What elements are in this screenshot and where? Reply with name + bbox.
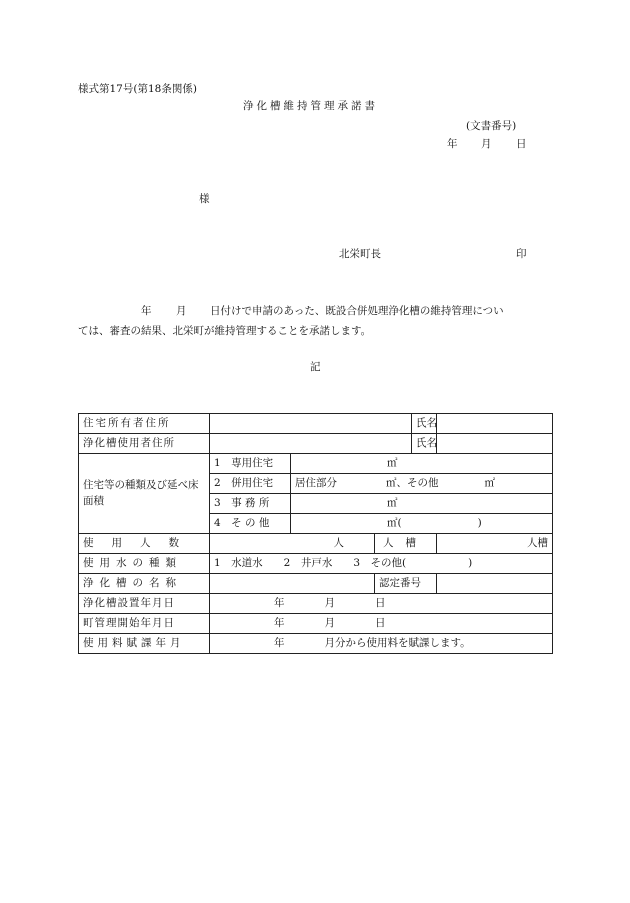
fee-year: 年: [274, 637, 285, 650]
tank-users-value: [437, 534, 553, 554]
cert-number-label: 認定番号: [375, 574, 437, 594]
document-number-label: (文書番号): [466, 120, 517, 132]
type2-residential: 居住部分: [295, 477, 337, 490]
table-row-user: [79, 434, 553, 454]
type4-area: [291, 514, 553, 534]
install-month: 月: [324, 597, 335, 610]
type1-unit: ㎡: [387, 457, 398, 470]
date-year: 年: [447, 138, 458, 150]
start-year: 年: [274, 617, 285, 630]
install-day: 日: [375, 597, 386, 610]
fee-date-label: 使用料賦課年月: [79, 634, 210, 654]
table-row-fee: [79, 634, 553, 654]
users-count: [210, 534, 375, 554]
start-day: 日: [375, 617, 386, 630]
type3-label: 3 事 務 所: [210, 494, 291, 514]
table-row-start-date: [79, 614, 553, 634]
start-month: 月: [324, 617, 335, 630]
user-name-label: 氏名: [412, 434, 437, 454]
install-date-value: [210, 594, 553, 614]
tank-name-label: 浄化槽の名称: [79, 574, 210, 594]
users-label: 使用人数: [79, 534, 210, 554]
table-row-water: [79, 554, 553, 574]
water-close: ): [468, 557, 473, 570]
body-line-1: 日付けで申請のあった、既設合併処理浄化槽の維持管理につい: [210, 305, 504, 317]
building-type-label: 住宅等の種類及び延べ床面積: [79, 454, 210, 534]
date-month: 月: [481, 138, 492, 150]
table-row-type1: [79, 454, 553, 474]
type2-unit-other: ㎡、その他: [386, 477, 439, 490]
start-date-label: 町管理開始年月日: [79, 614, 210, 634]
tank-name-value: [210, 574, 375, 594]
table-row-users: [79, 534, 553, 554]
user-address-value: [210, 434, 412, 454]
document-title: 浄化槽維持管理承諾書: [243, 100, 378, 112]
body-line-2: ては、審査の結果、北栄町が維持管理することを承諾します。: [78, 325, 372, 337]
form-number: 様式第17号(第18条関係): [78, 83, 197, 95]
cert-number-value: [437, 574, 553, 594]
table-row-tank-name: [79, 574, 553, 594]
ki-heading: 記: [310, 361, 321, 373]
type2-area: [291, 474, 553, 494]
table-row-install-date: [79, 594, 553, 614]
water-options-text: 1 水道水 2 井戸水 3 その他(: [214, 557, 407, 570]
owner-name-label: 氏名: [412, 414, 437, 434]
person-unit: 人: [333, 537, 344, 550]
tank-unit: 人槽: [527, 537, 548, 550]
type3-area: [291, 494, 553, 514]
addressee-honorific: 様: [199, 193, 210, 205]
owner-address-label: 住宅所有者住所: [79, 414, 210, 434]
seal-mark: 印: [516, 248, 527, 260]
table-row-owner: [79, 414, 553, 434]
fee-date-value: [210, 634, 553, 654]
fee-text: 月分から使用料を賦課します。: [324, 637, 471, 650]
install-year: 年: [274, 597, 285, 610]
water-options: [210, 554, 553, 574]
date-day: 日: [516, 138, 527, 150]
tank-users-label: 人槽: [375, 534, 437, 554]
details-table: [78, 413, 553, 654]
start-date-value: [210, 614, 553, 634]
owner-address-value: [210, 414, 412, 434]
body-month: 月: [176, 305, 187, 317]
type1-label: 1 専用住宅: [210, 454, 291, 474]
type3-unit: ㎡: [387, 497, 398, 510]
water-label: 使用水の種類: [79, 554, 210, 574]
type2-label: 2 併用住宅: [210, 474, 291, 494]
install-date-label: 浄化槽設置年月日: [79, 594, 210, 614]
user-name-value: [437, 434, 553, 454]
type4-close: ): [477, 517, 482, 530]
type4-unit: ㎡(: [387, 517, 402, 530]
body-year: 年: [141, 305, 152, 317]
type2-other-unit: ㎡: [484, 477, 495, 490]
owner-name-value: [437, 414, 553, 434]
type4-label: 4 そ の 他: [210, 514, 291, 534]
type1-area: [291, 454, 553, 474]
user-address-label: 浄化槽使用者住所: [79, 434, 210, 454]
issuer-name: 北栄町長: [339, 248, 381, 260]
